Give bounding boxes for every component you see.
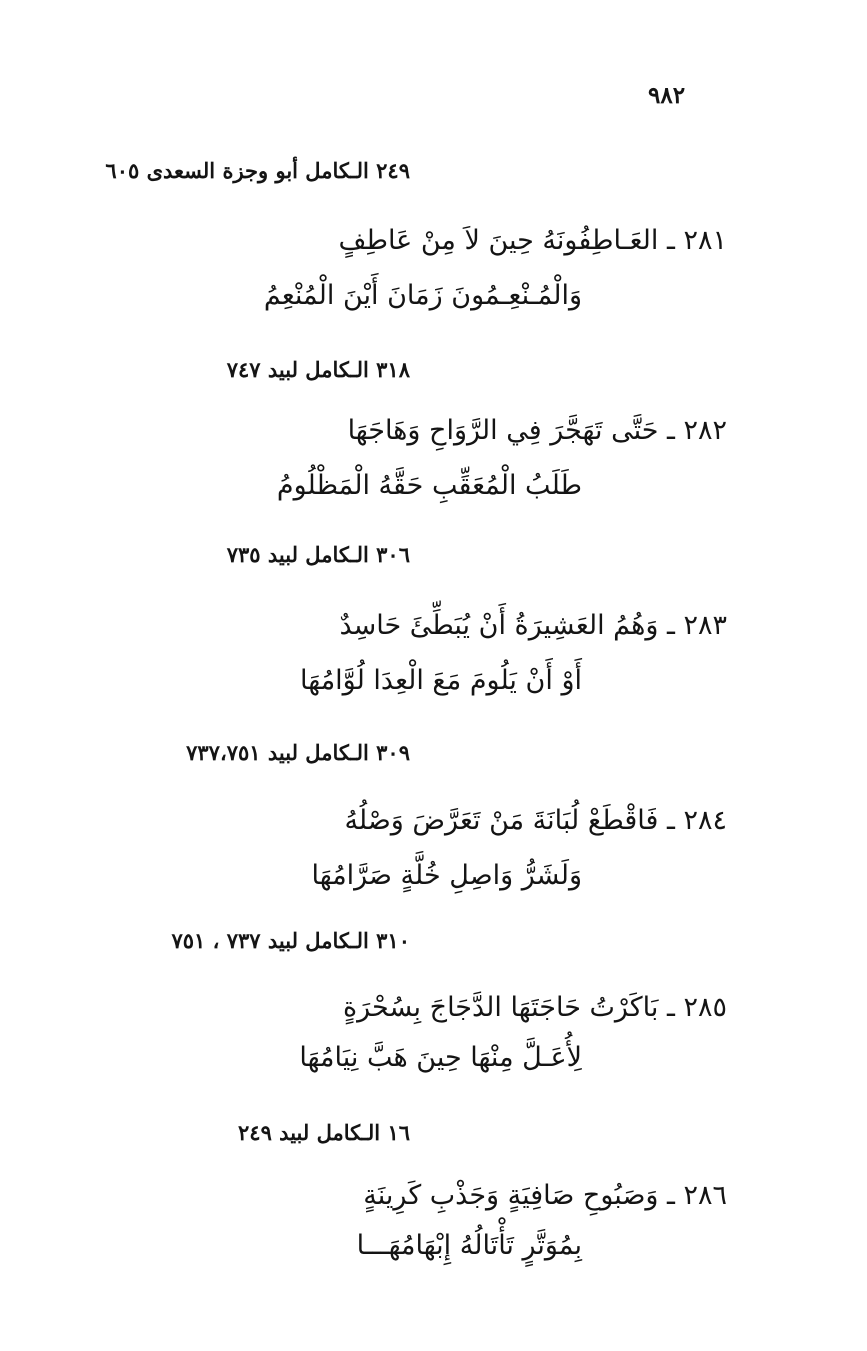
verse-second-hemistich: وَالْمُـنْعِـمُونَ زَمَانَ أَيْنَ الْمُنْعِمُ [263,280,582,311]
verse-first-hemistich: ٢٨١ ـ العَـاطِفُونَهُ حِينَ لاَ مِنْ عَاطِفٍ [338,225,727,256]
verse-first-hemistich: ٢٨٤ ـ فَاقْطَعْ لُبَانَةَ مَنْ تَعَرَّضَ وَصْلُهُ [344,805,727,836]
entry-reference: ٣١٨ الـكامل لبيد ٧٤٧ [226,357,410,382]
page-number: ٩٨٢ [648,82,686,109]
verse-first-hemistich: ٢٨٥ ـ بَاكَرْتُ حَاجَتَهَا الدَّجَاجَ بِسُحْرَةٍ [343,992,727,1023]
verse-first-hemistich: ٢٨٣ ـ وَهُمُ العَشِيرَةُ أَنْ يُبَطِّئَ حَاسِدٌ [339,610,727,641]
entry-reference: ١٦ الـكامل لبيد ٢٤٩ [238,1120,410,1145]
entry-reference: ٣٠٩ الـكامل لبيد ٧٣٧،٧٥١ [186,740,410,765]
entry-reference: ٣٠٦ الـكامل لبيد ٧٣٥ [226,542,410,567]
verse-first-hemistich: ٢٨٦ ـ وَصَبُوحِ صَافِيَةٍ وَجَذْبِ كَرِينَةٍ [363,1180,727,1211]
verse-second-hemistich: طَلَبُ الْمُعَقِّبِ حَقَّهُ الْمَظْلُومُ [276,470,582,501]
entry-reference: ٢٤٩ الـكامل أبو وجزة السعدى ٦٠٥ [105,158,410,183]
verse-second-hemistich: لِأُعَـلَّ مِنْهَا حِينَ هَبَّ نِيَامُهَا [299,1042,582,1073]
verse-second-hemistich: وَلَشَرُّ وَاصِلِ خُلَّةٍ صَرَّامُهَا [311,860,582,891]
verse-second-hemistich: أَوْ أَنْ يَلُومَ مَعَ الْعِدَا لُوَّامُهَا [300,665,582,696]
verse-first-hemistich: ٢٨٢ ـ حَتَّى تَهَجَّرَ فِي الرَّوَاحِ وَهَاجَهَا [347,415,727,446]
entry-reference: ٣١٠ الـكامل لبيد ٧٣٧ ، ٧٥١ [171,928,410,953]
verse-second-hemistich: بِمُوَتَّرٍ تَأْتَالُهُ إِبْهَامُهَـــا [356,1230,582,1261]
